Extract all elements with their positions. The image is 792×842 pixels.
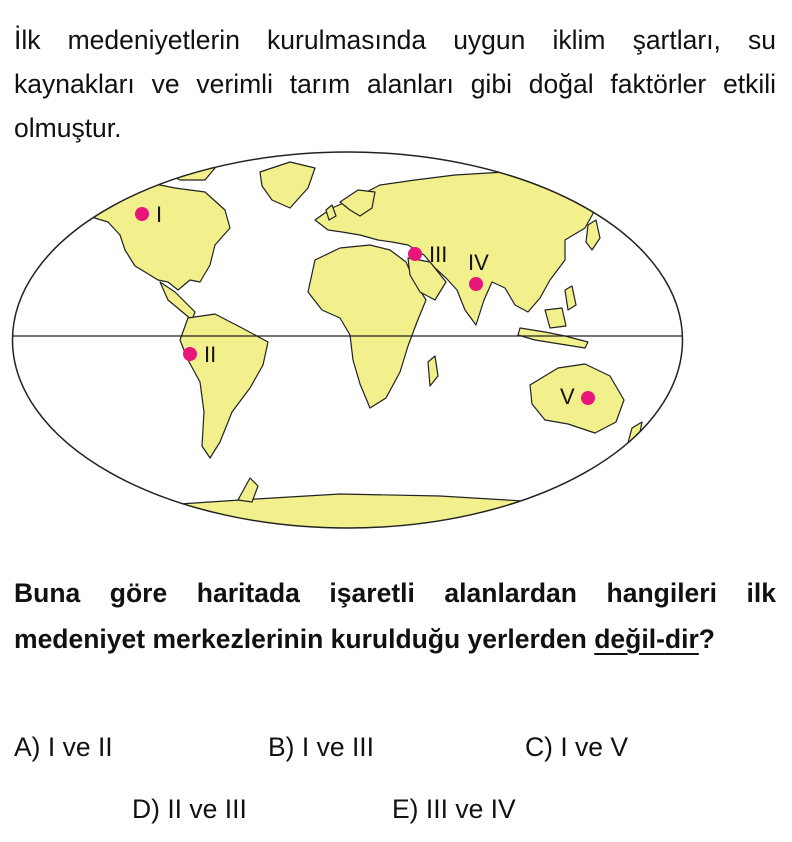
marker-V-label: V [560, 384, 575, 409]
option-d[interactable]: D) II ve III [132, 794, 247, 824]
marker-II-label: II [204, 342, 217, 367]
marker-V-dot [581, 391, 595, 405]
question-emphasis-2: dir [664, 624, 699, 654]
option-e[interactable]: E) III ve IV [392, 794, 516, 824]
marker-III-label: III [429, 242, 448, 267]
africa [308, 245, 426, 408]
indonesia [518, 328, 588, 348]
option-c[interactable]: C) I ve V [525, 732, 629, 762]
intro-text: İlk medeniyetlerin kurulmasında uygun iklim şartları, su kaynakları ve verimli tarım alanları gibi doğal faktörler etkili olmuştur. [14, 25, 776, 143]
marker-I-dot [135, 207, 149, 221]
marker-I-label: I [156, 202, 163, 227]
marker-II-dot [183, 347, 197, 361]
question-emphasis-1: değil- [594, 624, 665, 654]
madagascar [428, 356, 438, 386]
option-b[interactable]: B) I ve III [268, 732, 375, 762]
antarctic-peninsula [238, 478, 258, 502]
philippines [565, 286, 576, 310]
canadian-islands [160, 164, 215, 180]
antarctica [90, 494, 650, 530]
marker-IV-label: IV [468, 250, 489, 275]
north-america [80, 182, 230, 290]
question-end: ? [698, 624, 715, 654]
borneo [545, 308, 566, 328]
marker-IV-dot [469, 277, 483, 291]
australia [530, 364, 624, 433]
option-a[interactable]: A) I ve II [14, 732, 113, 762]
question-part1: Buna göre haritada işaretli alanlardan hangileri ilk medeniyet merkezlerinin kurulduğu yerlerden [14, 578, 776, 654]
marker-III-dot [408, 247, 422, 261]
new-zealand [626, 422, 642, 450]
japan [586, 220, 600, 250]
continents [10, 162, 685, 530]
greenland [260, 162, 315, 208]
question-text [14, 570, 776, 662]
world-map [10, 150, 685, 530]
